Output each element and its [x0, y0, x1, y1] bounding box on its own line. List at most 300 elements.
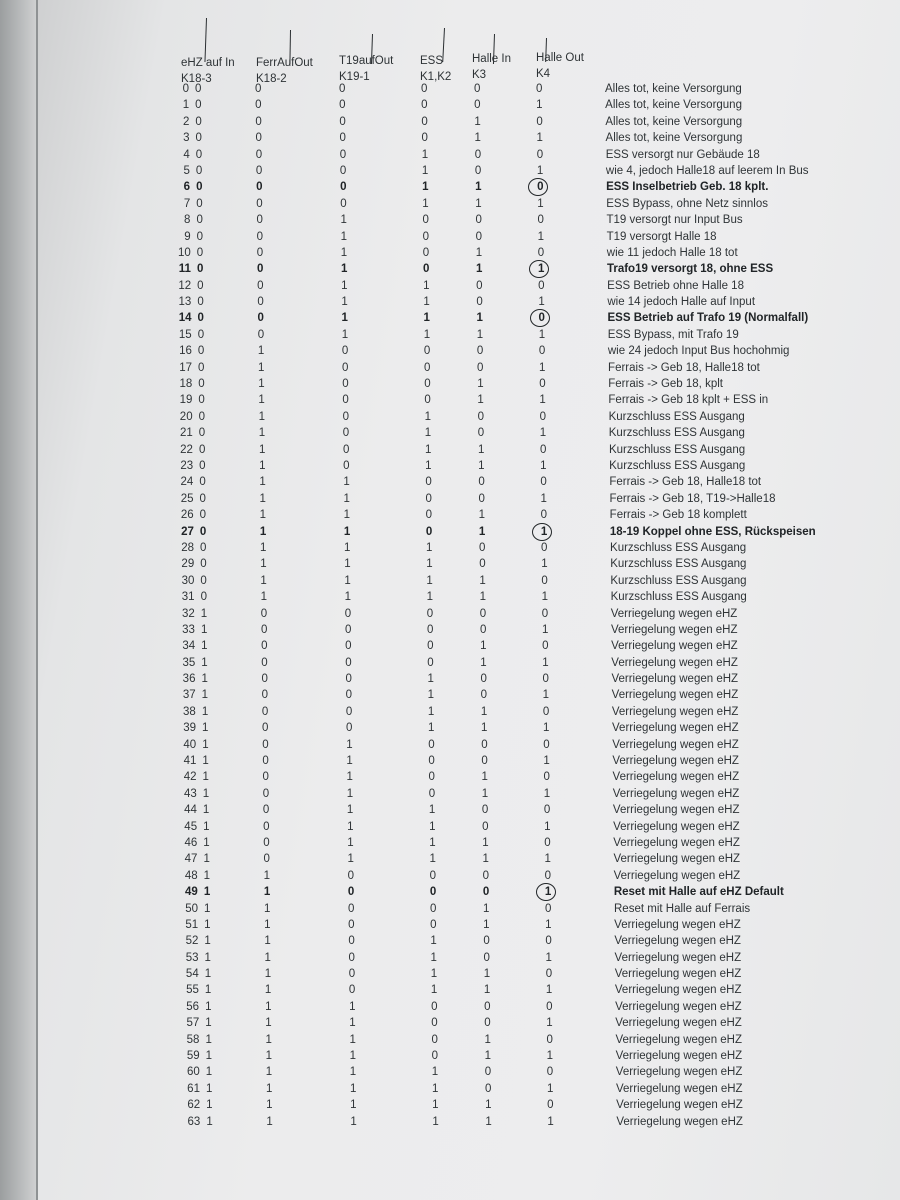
col-halle-out-value: 1 — [545, 918, 552, 931]
row-description: Verriegelung wegen eHZ — [614, 935, 741, 948]
col-ehz-value: 0 — [198, 394, 205, 407]
col-ehz-value: 0 — [200, 541, 207, 554]
col-ferr-value: 0 — [257, 279, 264, 292]
col-ferr-value: 0 — [257, 328, 265, 341]
col-halle-in-value: 1 — [483, 984, 491, 997]
col-ess-value: 0 — [422, 246, 430, 259]
col-halle-out-value: 0 — [536, 148, 544, 161]
row-index: 15 — [178, 328, 192, 341]
row-description: Verriegelung wegen eHZ — [612, 722, 739, 735]
row-index: 57 — [186, 1017, 200, 1030]
col-ess-value: 1 — [422, 197, 429, 210]
table-row — [6, 671, 900, 687]
table-row — [5, 507, 900, 523]
col-ess-value: 1 — [421, 164, 429, 177]
table-row — [11, 1064, 900, 1080]
row-index: 42 — [183, 771, 197, 784]
row-index: 37 — [182, 689, 196, 702]
col-halle-out-value: 1 — [540, 459, 547, 472]
col-ess-value: 0 — [430, 902, 437, 915]
col-halle-in-value: 1 — [480, 705, 488, 718]
col-ess-value: 0 — [426, 607, 434, 620]
col-ehz-value: 0 — [198, 443, 206, 456]
col-ess-value: 0 — [423, 345, 431, 358]
col-halle-out-value: 1 — [537, 263, 545, 276]
col-t19-value: 0 — [339, 164, 347, 177]
col-halle-in-value: 1 — [482, 853, 489, 866]
col-ehz-value: 0 — [199, 476, 206, 489]
col-ehz-value: 0 — [198, 361, 205, 374]
header-line1: Halle In — [472, 53, 511, 65]
col-t19-value: 0 — [342, 427, 350, 440]
col-halle-in-value: 1 — [477, 378, 484, 391]
row-description: Verriegelung wegen eHZ — [610, 623, 738, 636]
table-row — [10, 966, 900, 982]
col-halle-in-value: 0 — [483, 951, 490, 964]
table-row — [8, 819, 900, 835]
header-line2: K3 — [472, 69, 487, 81]
row-description: T19 versorgt nur Input Bus — [606, 214, 743, 227]
col-ess-value: 1 — [426, 558, 433, 571]
col-t19-value: 1 — [343, 509, 351, 522]
row-index: 53 — [185, 951, 199, 964]
row-description: Verriegelung wegen eHZ — [612, 804, 740, 817]
col-halle-out-value: 0 — [537, 181, 544, 194]
col-ferr-value: 0 — [262, 722, 269, 735]
col-ehz-value: 0 — [196, 181, 203, 194]
col-t19-value: 0 — [348, 951, 355, 964]
row-description: ESS Bypass, mit Trafo 19 — [607, 328, 739, 341]
table-row — [1, 130, 900, 146]
col-ehz-value: 0 — [200, 591, 207, 604]
col-ess-value: 0 — [428, 771, 435, 784]
row-description: ESS Betrieb auf Trafo 19 (Normalfall) — [607, 312, 809, 325]
col-ess-value: 0 — [421, 115, 428, 128]
col-ehz-value: 1 — [203, 820, 210, 833]
row-index: 0 — [182, 83, 189, 95]
row-description: Verriegelung wegen eHZ — [612, 787, 740, 800]
row-index: 38 — [183, 705, 196, 718]
col-halle-out-value: 1 — [542, 689, 550, 702]
col-halle-in-value: 1 — [478, 459, 485, 472]
col-t19-value: 1 — [341, 312, 348, 325]
row-description: Kurzschluss ESS Ausgang — [608, 443, 746, 456]
row-index: 28 — [181, 541, 195, 554]
col-halle-in-value: 0 — [474, 148, 482, 161]
col-halle-in-value: 0 — [475, 230, 483, 243]
table-row — [10, 950, 900, 966]
row-index: 22 — [180, 443, 193, 456]
col-halle-in-value: 0 — [477, 410, 484, 423]
col-t19-value: 0 — [339, 83, 346, 95]
col-halle-in-value: 0 — [479, 558, 486, 571]
col-t19-value: 1 — [340, 214, 347, 227]
table-row — [11, 1114, 900, 1130]
row-index: 32 — [181, 607, 195, 620]
col-halle-in-value: 1 — [481, 722, 488, 735]
row-description: Verriegelung wegen eHZ — [615, 1050, 743, 1063]
col-t19-value: 0 — [348, 968, 356, 981]
col-ehz-value: 0 — [195, 164, 203, 177]
table-row — [4, 458, 900, 474]
col-t19-value: 0 — [346, 722, 353, 735]
col-halle-in-value: 0 — [474, 164, 482, 177]
col-halle-out-value: 0 — [541, 541, 548, 554]
col-ess-value: 1 — [423, 328, 431, 341]
col-halle-in-value: 1 — [483, 918, 490, 931]
col-halle-in-value: 1 — [476, 328, 484, 341]
col-ehz-value: 0 — [196, 230, 204, 243]
table-row — [2, 229, 900, 245]
col-ess-value: 0 — [425, 476, 432, 489]
col-ehz-value: 1 — [204, 968, 212, 981]
row-description: Verriegelung wegen eHZ — [615, 1033, 743, 1046]
col-t19-value: 0 — [345, 705, 353, 718]
col-halle-in-value: 0 — [474, 99, 481, 112]
col-t19-value: 1 — [349, 1050, 357, 1063]
col-halle-in-value: 0 — [478, 476, 485, 489]
col-ferr-value: 1 — [260, 591, 267, 604]
col-ferr-value: 0 — [256, 181, 263, 194]
col-ehz-value: 1 — [205, 1033, 212, 1046]
col-t19-value: 1 — [340, 246, 348, 259]
col-ess-value: 0 — [427, 640, 434, 653]
table-row — [9, 933, 900, 949]
col-ferr-value: 1 — [258, 427, 266, 440]
col-ess-value: 1 — [427, 705, 435, 718]
col-ess-value: 1 — [429, 820, 436, 833]
col-ess-value: 0 — [431, 1050, 439, 1063]
col-ferr-value: 0 — [256, 246, 264, 259]
table-row — [10, 999, 900, 1015]
col-ehz-value: 1 — [200, 623, 208, 636]
col-halle-out-value: 1 — [536, 132, 543, 145]
col-t19-value: 1 — [343, 492, 350, 505]
row-description: ESS versorgt nur Gebäude 18 — [605, 148, 760, 161]
col-t19-value: 0 — [344, 623, 352, 636]
col-ehz-value: 1 — [205, 1066, 213, 1079]
row-description: Verriegelung wegen eHZ — [615, 1066, 743, 1079]
col-ess-value: 0 — [424, 394, 431, 407]
col-halle-out-value: 1 — [538, 296, 545, 309]
row-index: 21 — [179, 427, 193, 440]
table-row — [9, 917, 900, 933]
col-halle-out-value: 0 — [544, 869, 552, 882]
col-t19-value: 1 — [344, 558, 351, 571]
row-index: 63 — [187, 1115, 201, 1128]
col-halle-in-value: 0 — [476, 279, 483, 292]
col-ferr-value: 0 — [255, 115, 262, 128]
row-index: 5 — [183, 164, 190, 177]
col-t19-value: 0 — [344, 607, 352, 620]
row-index: 55 — [186, 984, 199, 997]
col-t19-value: 0 — [342, 410, 349, 423]
table-row — [7, 737, 900, 753]
row-description: Reset mit Halle auf Ferrais — [614, 902, 751, 915]
col-t19-value: 1 — [347, 820, 354, 833]
header-line1: T19aufOut — [339, 55, 394, 67]
pen-circle-mark — [536, 883, 556, 901]
row-description: Kurzschluss ESS Ausgang — [608, 427, 745, 440]
col-ess-value: 1 — [427, 689, 435, 702]
row-index: 60 — [187, 1066, 200, 1079]
row-description: Alles tot, keine Versorgung — [605, 83, 742, 95]
table-row — [0, 114, 900, 130]
col-ehz-value: 1 — [202, 722, 209, 735]
col-ferr-value: 1 — [264, 984, 272, 997]
col-ferr-value: 1 — [259, 492, 266, 505]
col-t19-value: 0 — [348, 935, 355, 948]
col-ehz-value: 0 — [195, 99, 202, 112]
col-ferr-value: 0 — [263, 853, 270, 866]
col-t19-value: 0 — [347, 886, 355, 899]
col-ehz-value: 1 — [200, 607, 208, 620]
col-ferr-value: 0 — [256, 263, 264, 276]
col-ess-value: 1 — [429, 853, 436, 866]
col-ferr-value: 1 — [259, 509, 267, 522]
row-index: 51 — [185, 918, 199, 931]
col-ehz-value: 0 — [196, 197, 203, 210]
col-ehz-value: 1 — [204, 984, 212, 997]
row-description: Ferrais -> Geb 18, Halle18 tot — [608, 361, 760, 374]
col-ferr-value: 1 — [260, 574, 267, 587]
col-halle-out-value: 1 — [539, 427, 547, 440]
row-index: 59 — [186, 1050, 200, 1063]
row-index: 35 — [182, 656, 196, 669]
row-index: 14 — [178, 312, 192, 325]
col-ehz-value: 1 — [203, 886, 211, 899]
col-ferr-value: 0 — [256, 230, 264, 243]
col-halle-in-value: 1 — [478, 509, 486, 522]
row-description: Verriegelung wegen eHZ — [615, 1017, 742, 1030]
col-ehz-value: 0 — [200, 574, 207, 587]
col-ess-value: 0 — [422, 214, 429, 227]
col-ferr-value: 1 — [258, 378, 265, 391]
col-t19-value: 1 — [340, 230, 348, 243]
table-row — [5, 491, 900, 507]
row-index: 43 — [183, 787, 197, 800]
col-t19-value: 0 — [342, 378, 349, 391]
row-index: 44 — [184, 804, 197, 817]
col-t19-value: 1 — [347, 836, 354, 849]
row-index: 11 — [178, 263, 191, 276]
col-ess-value: 1 — [432, 1099, 439, 1112]
col-ess-value: 0 — [421, 99, 428, 112]
col-halle-out-value: 1 — [541, 623, 549, 636]
col-ferr-value: 0 — [260, 623, 268, 636]
row-index: 3 — [183, 132, 190, 145]
row-index: 19 — [179, 394, 193, 407]
table-row — [6, 589, 900, 605]
row-description: Verriegelung wegen eHZ — [612, 738, 739, 751]
row-description: wie 4, jedoch Halle18 auf leerem In Bus — [605, 164, 809, 177]
col-halle-out-value: 0 — [537, 246, 545, 259]
table-row — [8, 802, 900, 818]
col-ess-value: 1 — [426, 591, 433, 604]
col-ehz-value: 0 — [196, 263, 204, 276]
row-description: Verriegelung wegen eHZ — [610, 607, 738, 620]
col-halle-out-value: 1 — [541, 558, 548, 571]
col-ess-value: 1 — [425, 459, 432, 472]
col-halle-out-value: 0 — [536, 115, 543, 128]
table-row — [0, 97, 900, 113]
row-index: 8 — [184, 214, 191, 227]
row-description: Kurzschluss ESS Ausgang — [610, 541, 747, 554]
row-index: 2 — [182, 115, 190, 128]
col-ehz-value: 1 — [204, 935, 211, 948]
col-halle-out-value: 1 — [540, 492, 547, 505]
row-index: 56 — [186, 1000, 200, 1013]
col-t19-value: 1 — [349, 1066, 357, 1079]
table-row — [3, 343, 900, 359]
col-halle-out-value: 1 — [537, 230, 545, 243]
col-halle-out-value: 0 — [538, 279, 545, 292]
col-halle-out-value: 1 — [543, 787, 551, 800]
row-description: Verriegelung wegen eHZ — [613, 836, 740, 849]
col-ehz-value: 1 — [206, 1115, 213, 1128]
row-description: wie 14 jedoch Halle auf Input — [607, 296, 756, 309]
col-halle-in-value: 1 — [484, 1050, 492, 1063]
col-t19-value: 0 — [348, 984, 356, 997]
table-row — [6, 655, 900, 671]
col-t19-value: 1 — [341, 279, 348, 292]
col-ferr-value: 1 — [264, 968, 272, 981]
table-row — [8, 769, 900, 785]
row-description: Kurzschluss ESS Ausgang — [610, 591, 747, 604]
col-ess-value: 0 — [431, 1000, 438, 1013]
table-row — [3, 376, 900, 392]
col-ess-value: 1 — [421, 148, 429, 161]
col-ferr-value: 0 — [257, 296, 264, 309]
col-ess-value: 0 — [431, 1017, 438, 1030]
table-row — [1, 212, 900, 228]
table-row — [9, 884, 900, 900]
col-ferr-value: 0 — [263, 836, 270, 849]
col-ehz-value: 0 — [195, 115, 202, 128]
col-ferr-value: 1 — [266, 1099, 273, 1112]
col-halle-out-value: 0 — [546, 1033, 553, 1046]
col-ess-value: 0 — [428, 787, 436, 800]
col-ess-value: 0 — [425, 492, 432, 505]
col-t19-value: 0 — [345, 656, 352, 669]
col-halle-out-value: 1 — [546, 1082, 554, 1095]
col-t19-value: 0 — [348, 918, 355, 931]
col-halle-in-value: 1 — [484, 1033, 491, 1046]
row-index: 46 — [184, 836, 198, 849]
col-ess-value: 1 — [429, 836, 436, 849]
row-index: 61 — [187, 1082, 200, 1095]
row-description: Verriegelung wegen eHZ — [616, 1115, 743, 1128]
col-ehz-value: 1 — [203, 836, 210, 849]
col-ess-value: 1 — [430, 984, 438, 997]
row-description: Verriegelung wegen eHZ — [616, 1099, 743, 1112]
col-ferr-value: 1 — [264, 951, 271, 964]
col-halle-in-value: 0 — [481, 755, 488, 768]
row-description: ESS Betrieb ohne Halle 18 — [607, 279, 744, 292]
table-row — [10, 982, 900, 998]
table-row — [2, 278, 900, 294]
col-t19-value: 0 — [340, 181, 347, 194]
col-halle-in-value: 1 — [483, 968, 491, 981]
col-t19-value: 0 — [340, 197, 347, 210]
col-t19-value: 1 — [346, 771, 353, 784]
col-ehz-value: 1 — [202, 787, 210, 800]
col-ehz-value: 0 — [198, 378, 205, 391]
col-ferr-value: 1 — [258, 361, 265, 374]
col-t19-value: 0 — [345, 673, 352, 686]
table-row — [1, 147, 900, 163]
col-ferr-value: 1 — [265, 1050, 273, 1063]
col-ferr-value: 1 — [258, 394, 265, 407]
col-halle-out-value: 1 — [539, 361, 546, 374]
col-ferr-value: 1 — [259, 525, 267, 538]
col-halle-out-value: 0 — [542, 640, 549, 653]
pen-circle-mark — [530, 309, 550, 327]
col-ess-value: 0 — [422, 263, 430, 276]
row-description: Verriegelung wegen eHZ — [613, 869, 741, 882]
col-halle-out-value: 1 — [536, 99, 543, 112]
row-description: Ferrais -> Geb 18, kplt — [608, 378, 723, 391]
row-index: 41 — [183, 755, 197, 768]
col-halle-in-value: 1 — [481, 787, 489, 800]
col-halle-out-value: 0 — [547, 1099, 554, 1112]
col-halle-out-value: 0 — [545, 968, 553, 981]
row-description: Verriegelung wegen eHZ — [613, 820, 740, 833]
col-t19-value: 0 — [343, 459, 350, 472]
col-ferr-value: 0 — [261, 705, 269, 718]
table-row — [11, 1081, 900, 1097]
col-ferr-value: 0 — [255, 164, 263, 177]
row-description: wie 24 jedoch Input Bus hochohmig — [607, 345, 790, 358]
col-t19-value: 1 — [344, 541, 351, 554]
table-row — [10, 1032, 900, 1048]
row-description: Ferrais -> Geb 18, Halle18 tot — [609, 476, 762, 489]
col-ehz-value: 1 — [204, 902, 211, 915]
table-row — [7, 704, 900, 720]
col-ess-value: 1 — [430, 968, 438, 981]
col-halle-in-value: 1 — [485, 1099, 492, 1112]
header-halle-in — [472, 51, 511, 83]
header-line2: K19-1 — [339, 71, 370, 83]
col-halle-out-value: 0 — [539, 443, 547, 456]
col-ferr-value: 1 — [265, 1066, 273, 1079]
table-row — [5, 524, 900, 540]
col-halle-in-value: 0 — [484, 1066, 492, 1079]
col-halle-out-value: 0 — [544, 836, 551, 849]
col-t19-value: 1 — [349, 1082, 357, 1095]
col-halle-out-value: 0 — [541, 574, 548, 587]
col-ferr-value: 0 — [261, 689, 269, 702]
row-description: Kurzschluss ESS Ausgang — [608, 410, 745, 423]
col-ehz-value: 0 — [197, 345, 205, 358]
col-t19-value: 0 — [348, 902, 355, 915]
col-ehz-value: 1 — [202, 738, 209, 751]
header-line2: K4 — [536, 68, 551, 80]
col-t19-value: 1 — [343, 476, 350, 489]
col-ehz-value: 1 — [205, 1050, 213, 1063]
row-index: 27 — [181, 525, 194, 538]
table-row — [3, 310, 900, 326]
col-ess-value: 0 — [429, 869, 437, 882]
col-ehz-value: 0 — [198, 410, 205, 423]
col-halle-in-value: 0 — [483, 935, 490, 948]
col-ferr-value: 1 — [259, 459, 266, 472]
table-row — [8, 786, 900, 802]
col-halle-in-value: 1 — [475, 197, 482, 210]
header-line2: K18-2 — [256, 73, 287, 85]
col-halle-out-value: 0 — [542, 673, 549, 686]
row-index: 29 — [181, 558, 195, 571]
